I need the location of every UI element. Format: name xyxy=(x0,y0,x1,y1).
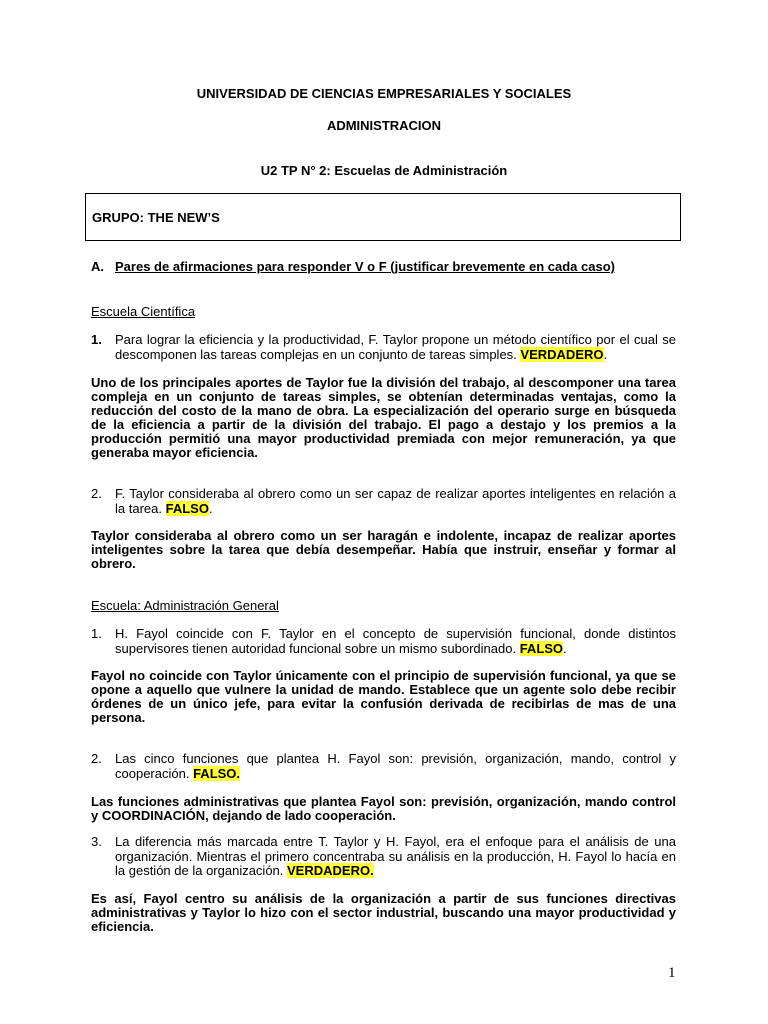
statement-line xyxy=(115,864,676,879)
program-title: ADMINISTRACION xyxy=(326,118,442,133)
statement-line: Las cinco funciones que plantea H. Fayol son: previsión, organización, mando, control y xyxy=(115,751,676,766)
justification: Las funciones administrativas que plantea Fayol son: previsión, organización, mando control y COORDINACIÓN, dejando de lado cooperación. xyxy=(91,794,676,823)
answer-badge: FALSO. xyxy=(193,765,241,781)
statement-text: la gestión de la organización. xyxy=(115,863,284,878)
item-number: 2. xyxy=(91,486,102,501)
statement-line xyxy=(115,502,676,517)
item-number: 1. xyxy=(91,626,102,641)
answer-badge: FALSO xyxy=(165,500,209,516)
group-label: GRUPO: THE NEW’S xyxy=(92,210,220,225)
statement-line xyxy=(115,767,676,782)
section-a-marker: A. xyxy=(91,259,104,274)
statement xyxy=(115,752,676,781)
answer-badge: VERDADERO xyxy=(520,346,604,362)
answer-suffix: . xyxy=(208,500,213,516)
statement xyxy=(115,835,676,879)
answer-suffix: . xyxy=(603,346,608,362)
statement-line: organización. Mientras el primero concentraba su análisis en la producción, H. Fayol lo hacía en xyxy=(115,848,676,864)
statement xyxy=(115,333,676,362)
statement-line: Para lograr la eficiencia y la productividad, F. Taylor propone un método científico por el cual se xyxy=(115,332,676,347)
statement-text: supervisores tienen autoridad funcional sobre un mismo subordinado. xyxy=(115,640,517,656)
section-a-title: Pares de afirmaciones para responder V o F (justificar brevemente en cada caso) xyxy=(115,259,615,274)
item-number: 3. xyxy=(91,834,102,849)
heading-escuela-admin-general: Escuela: Administración General xyxy=(91,598,279,613)
statement-text: descomponen las tareas complejas en un conjunto de tareas simples. xyxy=(115,346,517,362)
statement-line xyxy=(115,348,676,363)
statement-line: La diferencia más marcada entre T. Taylor y H. Fayol, era el enfoque para el análisis de una xyxy=(115,834,676,849)
answer-badge: FALSO xyxy=(519,640,564,656)
item-number: 1. xyxy=(91,332,102,347)
statement-line xyxy=(115,642,676,657)
group-box xyxy=(85,193,681,241)
justification: Uno de los principales aportes de Taylor fue la división del trabajo, al descomponer una tarea compleja en un conjunto de tareas simples, se obtenían determinadas ventajas, como la reducción del costo de la mano de obra. La especialización del operario surge en búsqueda de la eficiencia a partir de la división del trabajo. El pago a destajo y los premios a la producción permitió una mayor productividad premiada con mejor remuneración, ya que generaba mayor eficiencia. xyxy=(91,375,676,460)
answer-suffix: . xyxy=(563,640,567,656)
heading-escuela-cientifica: Escuela Científica xyxy=(91,304,196,319)
justification: Taylor consideraba al obrero como un ser haragán e indolente, incapaz de realizar aportes inteligentes sobre la tarea que debía desempeñar. Había que instruir, enseñar y formar al obrero. xyxy=(91,528,676,571)
statement xyxy=(115,487,676,516)
statement xyxy=(115,627,676,656)
justification: Es así, Fayol centro su análisis de la organización a partir de sus funciones directivas administrativas y Taylor lo hizo con el sector industrial, buscando una mayor productividad y eficiencia. xyxy=(91,891,676,934)
assignment-title: U2 TP N° 2: Escuelas de Administración xyxy=(260,163,508,178)
statement-text: la tarea. xyxy=(115,500,162,516)
page-number: 1 xyxy=(668,965,676,981)
statement-line: F. Taylor consideraba al obrero como un ser capaz de realizar aportes inteligentes en relación a xyxy=(115,486,676,501)
justification: Fayol no coincide con Taylor únicamente con el principio de supervisión funcional, ya que se opone a aquello que vulnere la unidad de mando. Establece que un agente solo debe recibir órdenes de un único jefe, para evitar la confusión derivada de recibirlas de mas de una persona. xyxy=(91,668,676,725)
statement-text: cooperación. xyxy=(115,765,190,781)
statement-line: H. Fayol coincide con F. Taylor en el concepto de supervisión funcional, donde distintos xyxy=(115,626,676,641)
item-number: 2. xyxy=(91,751,102,766)
university-title: UNIVERSIDAD DE CIENCIAS EMPRESARIALES Y SOCIALES xyxy=(196,86,572,101)
answer-badge: VERDADERO. xyxy=(287,863,374,878)
